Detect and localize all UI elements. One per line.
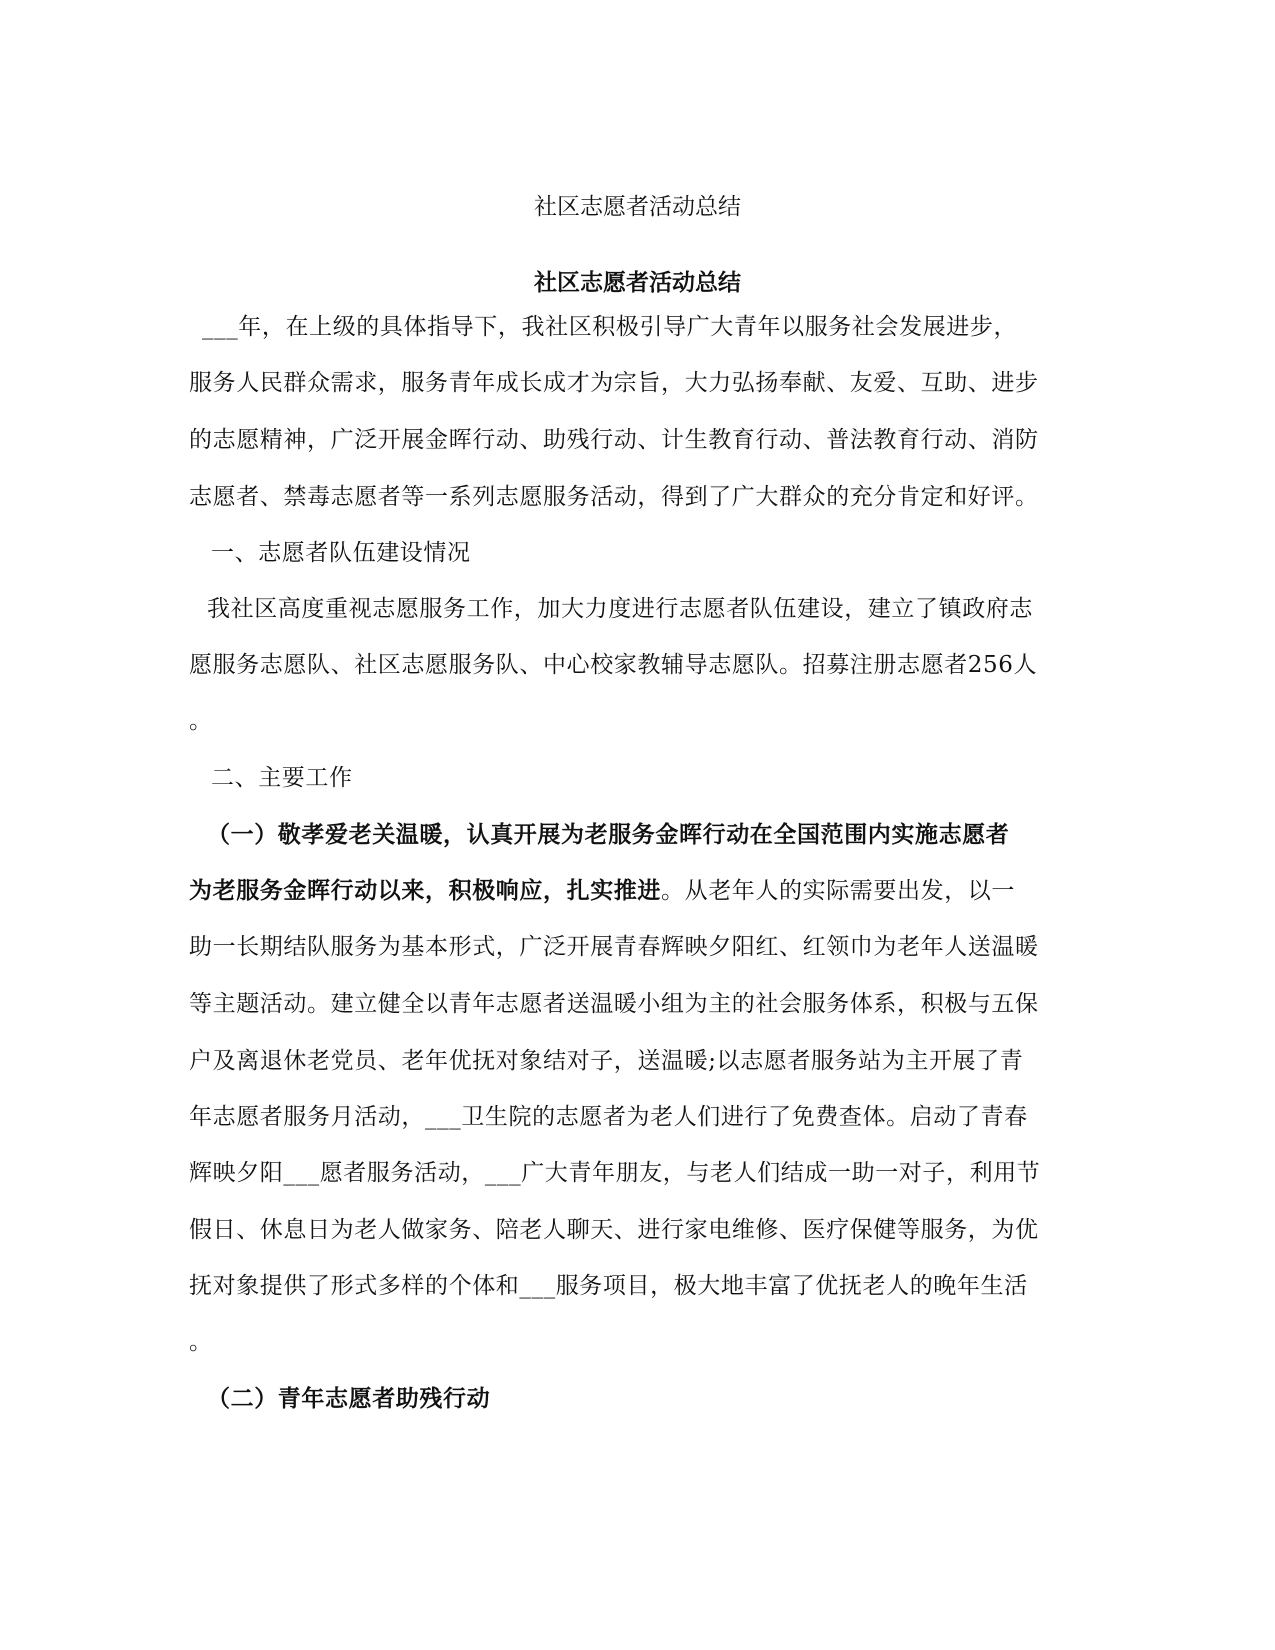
paragraph-line: 志愿者、禁毒志愿者等一系列志愿服务活动，得到了广大群众的充分肯定和好评。 [189, 484, 1039, 510]
document-heading: 社区志愿者活动总结 [534, 269, 741, 296]
paragraph-line: 等主题活动。建立健全以青年志愿者送温暖小组为主的社会服务体系，积极与五保 [189, 991, 1039, 1017]
paragraph-line: 假日、休息日为老人做家务、陪老人聊天、进行家电维修、医疗保健等服务，为优 [189, 1217, 1039, 1243]
paragraph-line: 。 [189, 708, 213, 734]
paragraph-line: 户及离退休老党员、老年优抚对象结对子，送温暖;以志愿者服务站为主开展了青 [189, 1048, 1024, 1074]
paragraph-text: 。从老年人的实际需要出发，以一 [661, 878, 1015, 904]
paragraph-line: 服务人民群众需求，服务青年成长成才为宗旨，大力弘扬奉献、友爱、互助、进步 [189, 370, 1039, 396]
paragraph-line: 辉映夕阳___愿者服务活动，___广大青年朋友，与老人们结成一助一对子，利用节 [189, 1160, 1041, 1186]
paragraph-line: 年志愿者服务月活动，___卫生院的志愿者为老人们进行了免费查体。启动了青春 [189, 1104, 1028, 1130]
subsection-heading: （二）青年志愿者助残行动 [207, 1385, 491, 1412]
paragraph-line: 我社区高度重视志愿服务工作，加大力度进行志愿者队伍建设，建立了镇政府志 [207, 596, 1033, 622]
paragraph-line: 愿服务志愿队、社区志愿服务队、中心校家教辅导志愿队。招募注册志愿者256人 [189, 652, 1038, 678]
paragraph-line: 助一长期结队服务为基本形式，广泛开展青春辉映夕阳红、红领巾为老年人送温暖 [189, 934, 1039, 960]
paragraph-line: 的志愿精神，广泛开展金晖行动、助残行动、计生教育行动、普法教育行动、消防 [189, 427, 1039, 453]
section-heading: 一、志愿者队伍建设情况 [211, 540, 471, 566]
subsection-heading-continued: 为老服务金晖行动以来，积极响应，扎实推进 [189, 877, 661, 904]
page-title: 社区志愿者活动总结 [534, 194, 741, 220]
subsection-heading: （一）敬孝爱老关温暖，认真开展为老服务金晖行动在全国范围内实施志愿者 [207, 821, 1010, 848]
paragraph-line: 抚对象提供了形式多样的个体和___服务项目，极大地丰富了优抚老人的晚年生活 [189, 1273, 1028, 1299]
section-heading: 二、主要工作 [211, 765, 353, 791]
paragraph-line [189, 876, 1089, 906]
paragraph-line: ___年，在上级的具体指导下，我社区积极引导广大青年以服务社会发展进步， [202, 314, 1018, 340]
paragraph-line: 。 [189, 1329, 213, 1355]
